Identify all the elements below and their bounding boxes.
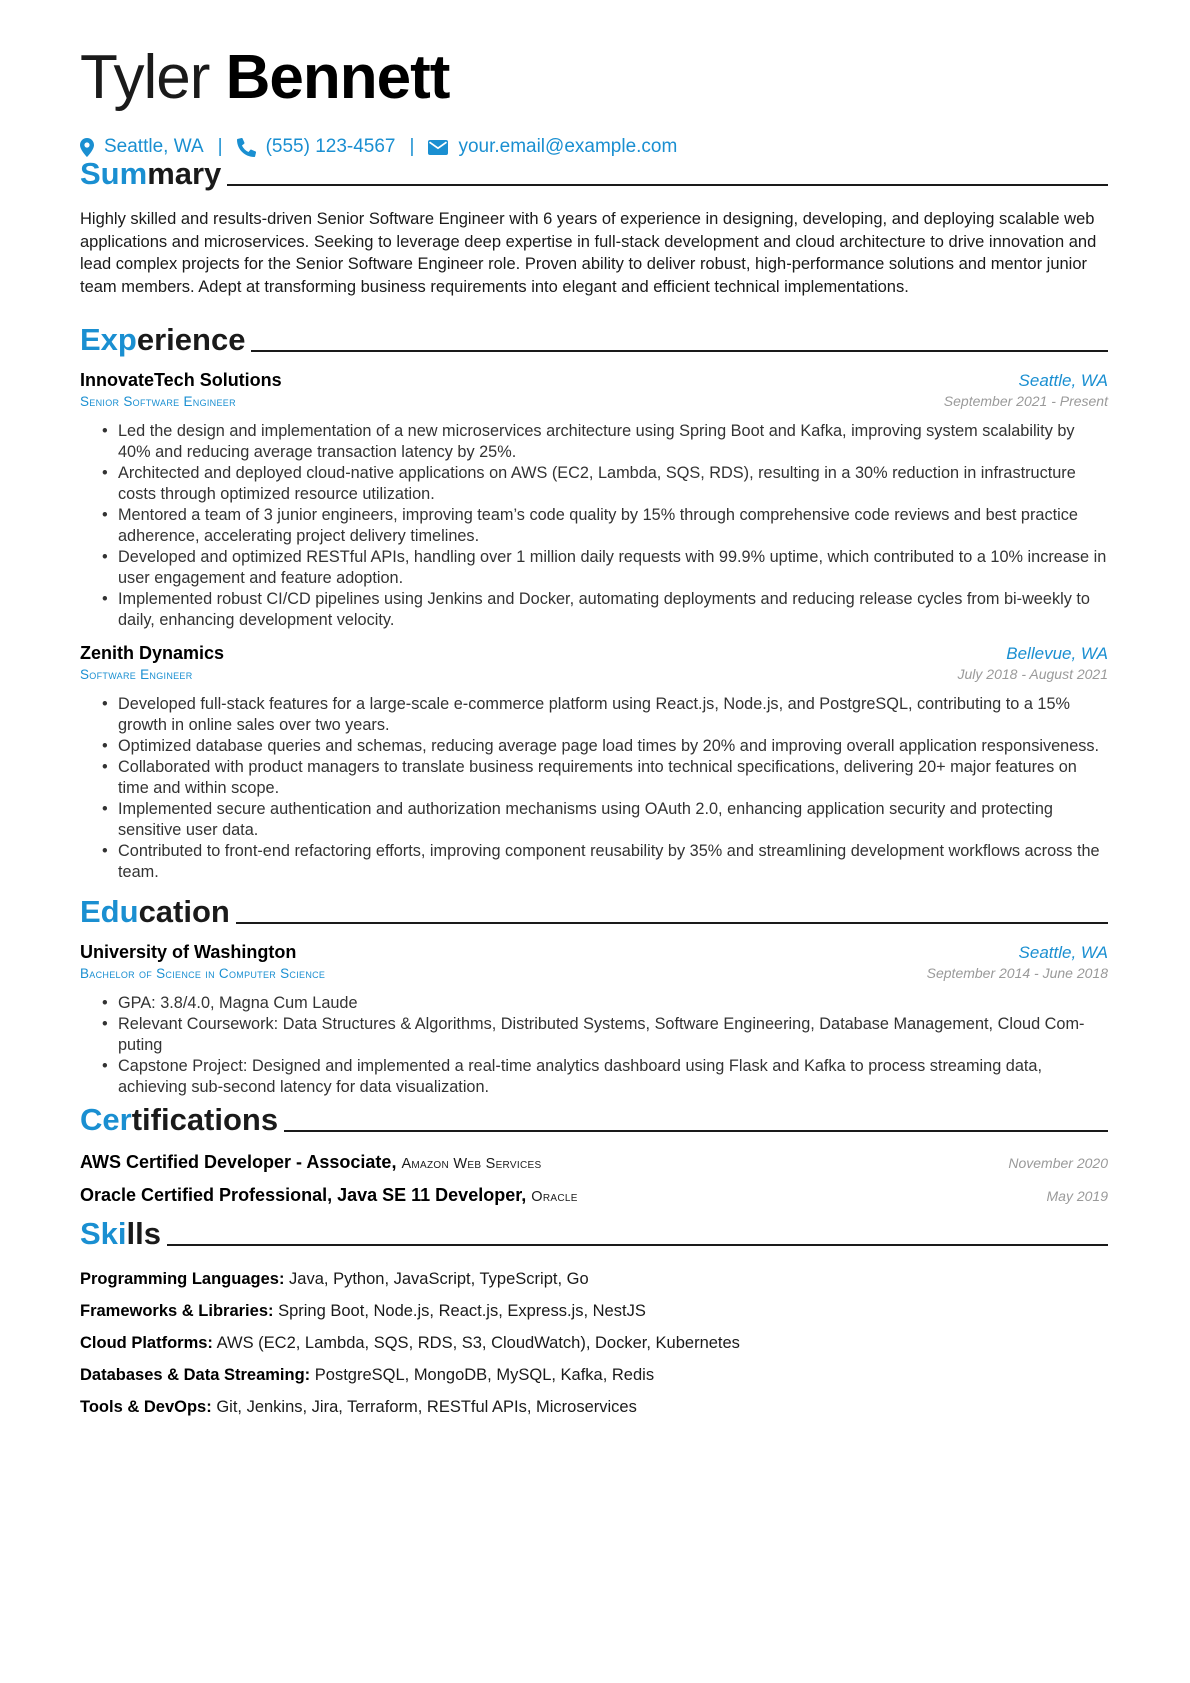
section-rule <box>284 1130 1108 1132</box>
location-text: Seattle, WA <box>104 136 204 157</box>
section-rule <box>251 350 1108 352</box>
education-heading <box>80 890 1108 930</box>
summary-heading <box>80 152 1108 192</box>
skill-value: PostgreSQL, MongoDB, MySQL, Kafka, Redis <box>314 1366 655 1384</box>
skill-label: Programming Languages: <box>80 1270 285 1288</box>
skills-heading <box>80 1212 1108 1252</box>
school-name: University of Washington <box>80 942 297 962</box>
list-item: • Collaborated with product managers to translate business requirements into technical specifications, delivering 20+ major features on time and within scope. <box>80 757 1108 799</box>
list-item: • Developed full-stack features for a large-scale e-commerce platform using React.js, Node.js, and PostgreSQL, contributing to a 15% growth in online sales over two years. <box>80 694 1108 736</box>
list-item: • Led the design and implementation of a new microservices architecture using Spring Boot and Kafka, improving system scalability by 40% and reducing average transaction latency by 25%. <box>80 421 1108 463</box>
summary-section <box>80 152 1108 298</box>
contact-separator: | <box>409 136 415 157</box>
list-item: • Architected and deployed cloud-native applications on AWS (EC2, Lambda, SQS, RDS), resulting in a 30% reduction in infrastructure costs through optimized resource utilization. <box>80 463 1108 505</box>
certification-issuer: Amazon Web Services <box>401 1156 542 1172</box>
certification-name: AWS Certified Developer - Associate <box>80 1152 392 1172</box>
degree: Bachelor of Science in Computer Science <box>80 966 326 981</box>
contact-separator: | <box>217 136 223 157</box>
job-dates: July 2018 - August 2021 <box>957 666 1108 682</box>
certification-issuer: Oracle <box>531 1189 578 1205</box>
certification-item: AWS Certified Developer - Associate, Amazon Web Services November 2020 <box>80 1152 1108 1172</box>
list-item: • Optimized database queries and schemas, reducing average page load times by 20% and improving overall application responsiveness. <box>80 736 1108 757</box>
section-rule <box>236 922 1108 924</box>
skill-label: Databases & Data Streaming: <box>80 1366 311 1384</box>
list-item: • Implemented robust CI/CD pipelines using Jenkins and Docker, automating deployments and reducing release cycles from bi-weekly to daily, enhancing development velocity. <box>80 589 1108 631</box>
list-item: • Capstone Project: Designed and implemented a real-time analytics dashboard using Flask and Kafka to process streaming data, achieving sub-second latency for data visualization. <box>80 1056 1108 1098</box>
skill-label: Frameworks & Libraries: <box>80 1302 274 1320</box>
certifications-heading <box>80 1098 1108 1138</box>
list-item: • Implemented secure authentication and authorization mechanisms using OAuth 2.0, enhancing application security and protecting sensitive user data. <box>80 799 1108 841</box>
job-location: Bellevue, WA <box>1006 644 1108 663</box>
skill-label: Tools & DevOps: <box>80 1398 212 1416</box>
skill-value: AWS (EC2, Lambda, SQS, RDS, S3, CloudWatch), Docker, Kubernetes <box>216 1334 740 1352</box>
skill-row <box>80 1396 1108 1418</box>
experience-section <box>80 318 1108 883</box>
education-bullets <box>80 993 1108 1098</box>
list-item: • Mentored a team of 3 junior engineers, improving team’s code quality by 15% through comprehensive code reviews and best practice adherence, accelerating project delivery timelines. <box>80 505 1108 547</box>
summary-text: Highly skilled and results-driven Senior Software Engineer with 6 years of experience in designing, developing, and deploying scalable web applications and microservices. Seeking to leverage deep expertise in full-stack development and cloud architecture to drive innovation and lead complex projects for the Senior Software Engineer role. Proven ability to deliver robust, high-performance solutions and mentor junior team members. Adept at transforming business requirements into elegant and efficient technical implementations. <box>80 210 1097 296</box>
experience-title: Experience <box>80 322 246 357</box>
first-name: Tyler <box>80 43 210 112</box>
certifications-section <box>80 1098 1108 1206</box>
job-location: Seattle, WA <box>1018 371 1108 390</box>
section-rule <box>167 1244 1108 1246</box>
job-bullets <box>80 421 1108 631</box>
email-link[interactable]: your.email@example.com <box>458 136 678 157</box>
skill-value: Java, Python, JavaScript, TypeScript, Go <box>289 1270 589 1288</box>
candidate-name <box>80 38 449 118</box>
list-item: • Contributed to front-end refactoring efforts, improving component reusability by 35% and streamlining development workflows across the team. <box>80 841 1108 883</box>
skill-row <box>80 1364 1108 1386</box>
education-section <box>80 890 1108 1098</box>
phone-text: (555) 123-4567 <box>265 136 396 157</box>
company-name: Zenith Dynamics <box>80 643 225 663</box>
company-name: InnovateTech Solutions <box>80 370 282 390</box>
school-location: Seattle, WA <box>1018 943 1108 962</box>
job-entry <box>80 643 1108 883</box>
job-bullets <box>80 694 1108 883</box>
certifications-title: Certifications <box>80 1102 279 1137</box>
skill-label: Cloud Platforms: <box>80 1334 213 1352</box>
list-item: • Developed and optimized RESTful APIs, handling over 1 million daily requests with 99.9% uptime, which contributed to a 10% increase in user engagement and feature adoption. <box>80 547 1108 589</box>
education-title: Education <box>80 894 230 929</box>
skills-section <box>80 1212 1108 1418</box>
summary-title: Summary <box>80 156 222 191</box>
job-entry <box>80 370 1108 631</box>
job-dates: September 2021 - Present <box>943 393 1108 409</box>
education-entry <box>80 942 1108 1098</box>
list-item: • GPA: 3.8/4.0, Magna Cum Laude <box>80 993 1108 1014</box>
skill-value: Git, Jenkins, Jira, Terraform, RESTful APIs, Microservices <box>216 1398 637 1416</box>
skill-row <box>80 1332 1108 1354</box>
job-title: Senior Software Engineer <box>80 394 236 409</box>
certification-item: Oracle Certified Professional, Java SE 11 Developer, Oracle May 2019 <box>80 1185 1108 1205</box>
job-title: Software Engineer <box>80 667 193 682</box>
education-dates: September 2014 - June 2018 <box>926 965 1108 981</box>
last-name: Bennett <box>225 43 450 112</box>
skill-row <box>80 1300 1108 1322</box>
certification-name: Oracle Certified Professional, Java SE 11 Developer <box>80 1185 522 1205</box>
skill-value: Spring Boot, Node.js, React.js, Express.js, NestJS <box>278 1302 646 1320</box>
certification-date: May 2019 <box>1046 1188 1108 1204</box>
list-item: • Relevant Coursework: Data Structures & Algorithms, Distributed Systems, Software Engineering, Database Management, Cloud Computing <box>80 1014 1108 1056</box>
section-rule <box>227 184 1108 186</box>
skills-title: Skills <box>80 1216 161 1251</box>
experience-heading <box>80 318 1108 358</box>
certification-date: November 2020 <box>1008 1155 1108 1171</box>
skill-row <box>80 1268 1108 1290</box>
